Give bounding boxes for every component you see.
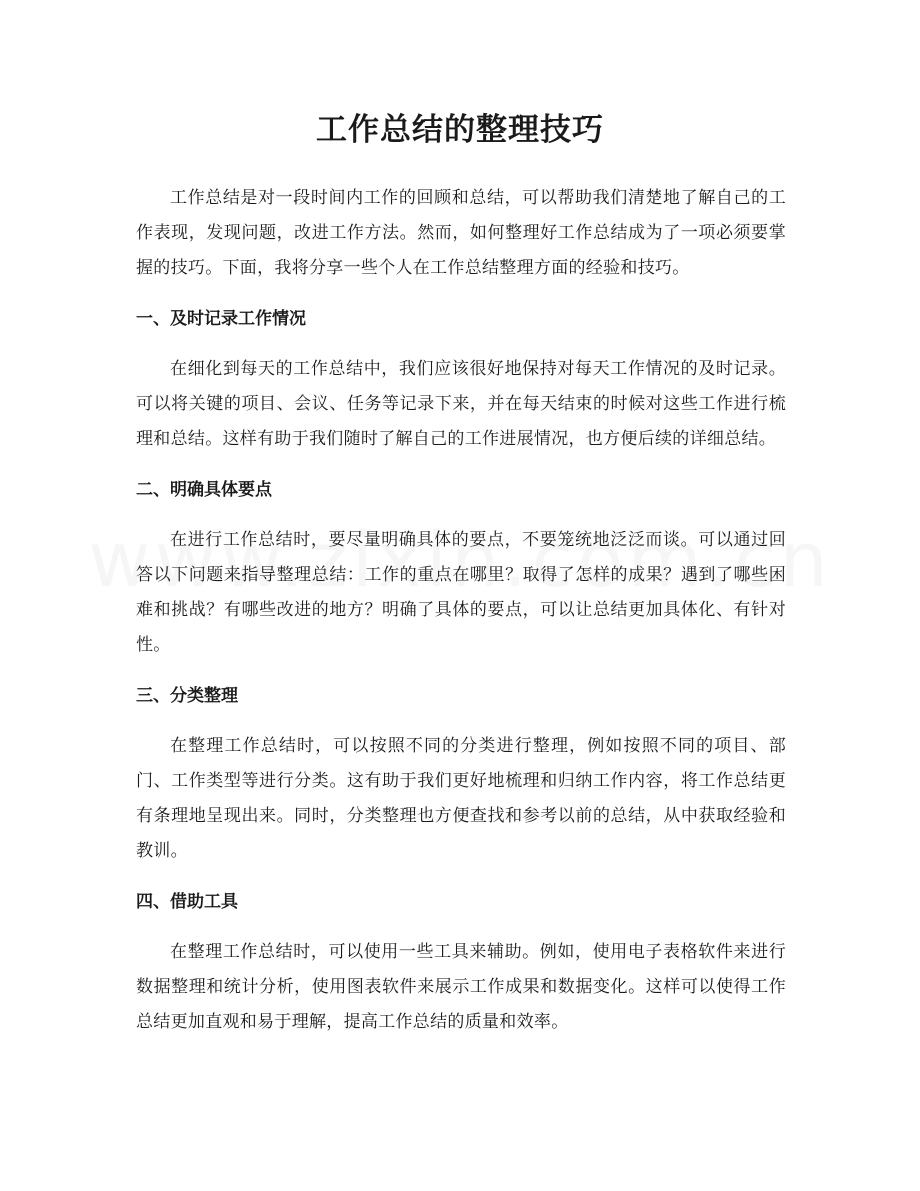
section-heading-4: 四、借助工具 <box>136 892 238 912</box>
section-heading-1: 一、及时记录工作情况 <box>136 309 306 329</box>
section-heading-3: 三、分类整理 <box>136 686 238 706</box>
intro-paragraph: 工作总结是对一段时间内工作的回顾和总结，可以帮助我们清楚地了解自己的工作表现，发现问题，改进工作方法。然而，如何整理好工作总结成为了一项必须要掌握的技巧。下面，我将分享一些个人在工作总结整理方面的经验和技巧。 <box>136 188 786 278</box>
document-title: 工作总结的整理技巧 <box>316 112 604 148</box>
section-body-2: 在进行工作总结时，要尽量明确具体的要点，不要笼统地泛泛而谈。可以通过回答以下问题来指导整理总结：工作的重点在哪里？取得了怎样的成果？遇到了哪些困难和挑战？有哪些改进的地方？明确了具体的要点，可以让总结更加具体化、有针对性。 <box>136 530 786 655</box>
section-heading-2: 二、明确具体要点 <box>136 480 272 500</box>
section-body-4: 在整理工作总结时，可以使用一些工具来辅助。例如，使用电子表格软件来进行数据整理和统计分析，使用图表软件来展示工作成果和数据变化。这样可以使得工作总结更加直观和易于理解，提高工作总结的质量和效率。 <box>136 942 786 1032</box>
section-body-3: 在整理工作总结时，可以按照不同的分类进行整理，例如按照不同的项目、部门、工作类型等进行分类。这有助于我们更好地梳理和归纳工作内容，将工作总结更有条理地呈现出来。同时，分类整理也方便查找和参考以前的总结，从中获取经验和教训。 <box>136 736 786 861</box>
section-body-1: 在细化到每天的工作总结中，我们应该很好地保持对每天工作情况的及时记录。可以将关键的项目、会议、任务等记录下来，并在每天结束的时候对这些工作进行梳理和总结。这样有助于我们随时了解自己的工作进展情况，也方便后续的详细总结。 <box>136 359 786 449</box>
document-body <box>136 181 786 1056</box>
